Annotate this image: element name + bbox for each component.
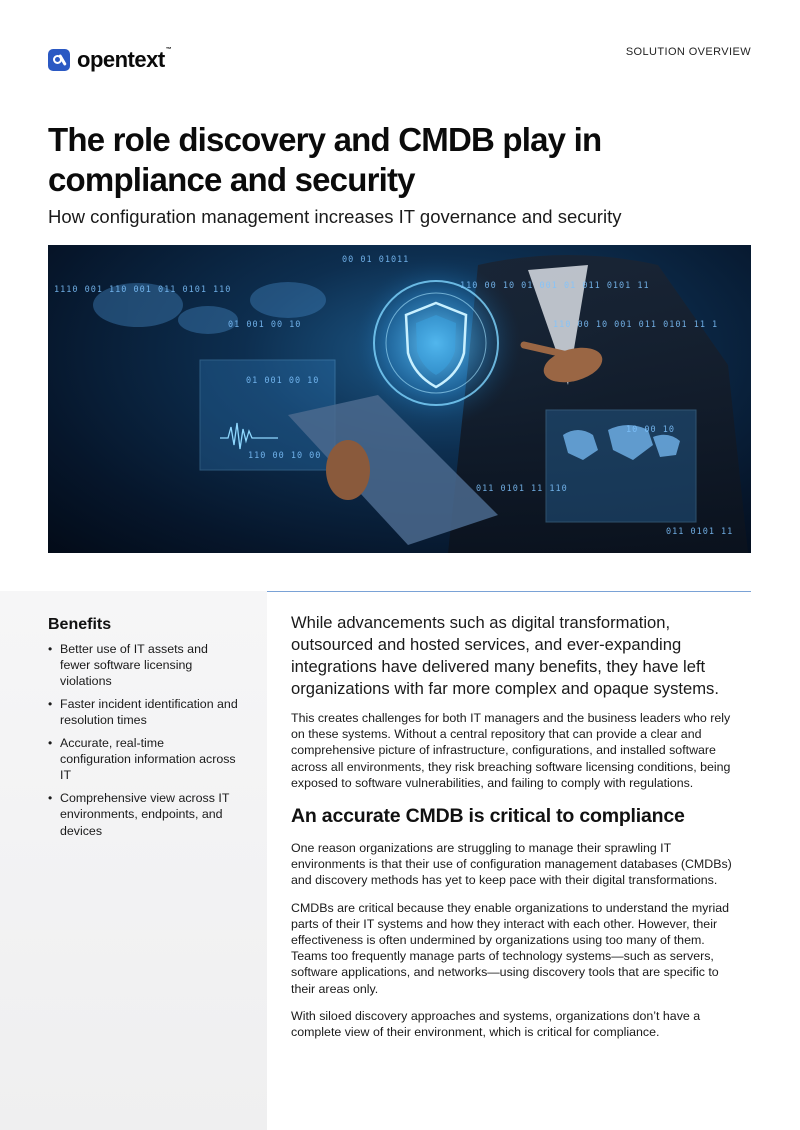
opentext-logo: [48, 47, 171, 73]
binary-text: 011 0101 11: [666, 527, 734, 537]
binary-text: 1110 001 110 001 011 0101 110: [54, 285, 232, 295]
binary-text: 01 001 00 10: [246, 376, 320, 386]
page-subtitle: How configuration management increases IT governance and security: [48, 206, 622, 227]
benefits-heading: Benefits: [48, 616, 112, 633]
document-type-label: SOLUTION OVERVIEW: [625, 46, 751, 58]
binary-text: 01 001 00 10: [228, 320, 302, 330]
body-paragraph: This creates challenges for both IT managers and the business leaders who rely on these systems. Without a central repository that can provide a clear and comprehensive picture of infrastructure, configurations, and installed software across all environments, they risk breaching software licensing conditions, being exposed to software vulnerabilities, and failing to comply with regulations.: [291, 711, 731, 790]
binary-text: 011 0101 11 110: [476, 484, 568, 494]
page-title: The role discovery and CMDB play in compliance and security: [48, 121, 602, 198]
opentext-logo-icon: [48, 49, 70, 71]
benefit-item: • Comprehensive view across IT environments, endpoints, and devices: [48, 790, 238, 839]
benefit-item: • Better use of IT assets and fewer software licensing violations: [48, 641, 238, 690]
section-heading: An accurate CMDB is critical to compliance: [291, 805, 685, 828]
lead-paragraph: While advancements such as digital transformation, outsourced and hosted services, and ever-expanding integrations have delivered many benefits, they have left organizations with far more complex and opaque systems.: [291, 613, 719, 698]
body-paragraph: CMDBs are critical because they enable organizations to understand the myriad parts of their IT systems and how they interact with each other. However, their effectiveness is often undermined by organizations using too many of them. Teams too frequently manage parts of technology systems—such as servers, software applications, and networks—using discovery tools that are specific to their areas only.: [291, 900, 730, 996]
logo-text: opentext™: [77, 47, 172, 72]
main-content: [291, 612, 739, 1051]
benefit-item: • Faster incident identification and resolution times: [48, 696, 238, 728]
binary-text: 00 01 01011: [342, 255, 410, 265]
hero-image: [48, 245, 751, 553]
binary-text: 10 00 10: [626, 425, 675, 435]
binary-text: 110 00 10 00: [248, 451, 322, 461]
body-paragraph: With siloed discovery approaches and systems, organizations don’t have a complete view of their environment, which is critical for compliance.: [291, 1008, 701, 1040]
binary-text: 110 00 10 001 011 0101 11 1: [553, 320, 719, 330]
body-paragraph: One reason organizations are struggling to manage their sprawling IT environments is that their use of configuration management databases (CMDBs) and discovery methods has yet to keep pace with their digital transformations.: [291, 841, 732, 888]
benefits-list: [48, 641, 238, 845]
benefits-sidebar: [0, 591, 267, 1130]
binary-text: 110 00 10 01 001 01 011 0101 11: [460, 281, 650, 291]
benefit-item: • Accurate, real-time configuration information across IT: [48, 735, 238, 784]
section-divider: [267, 591, 751, 592]
